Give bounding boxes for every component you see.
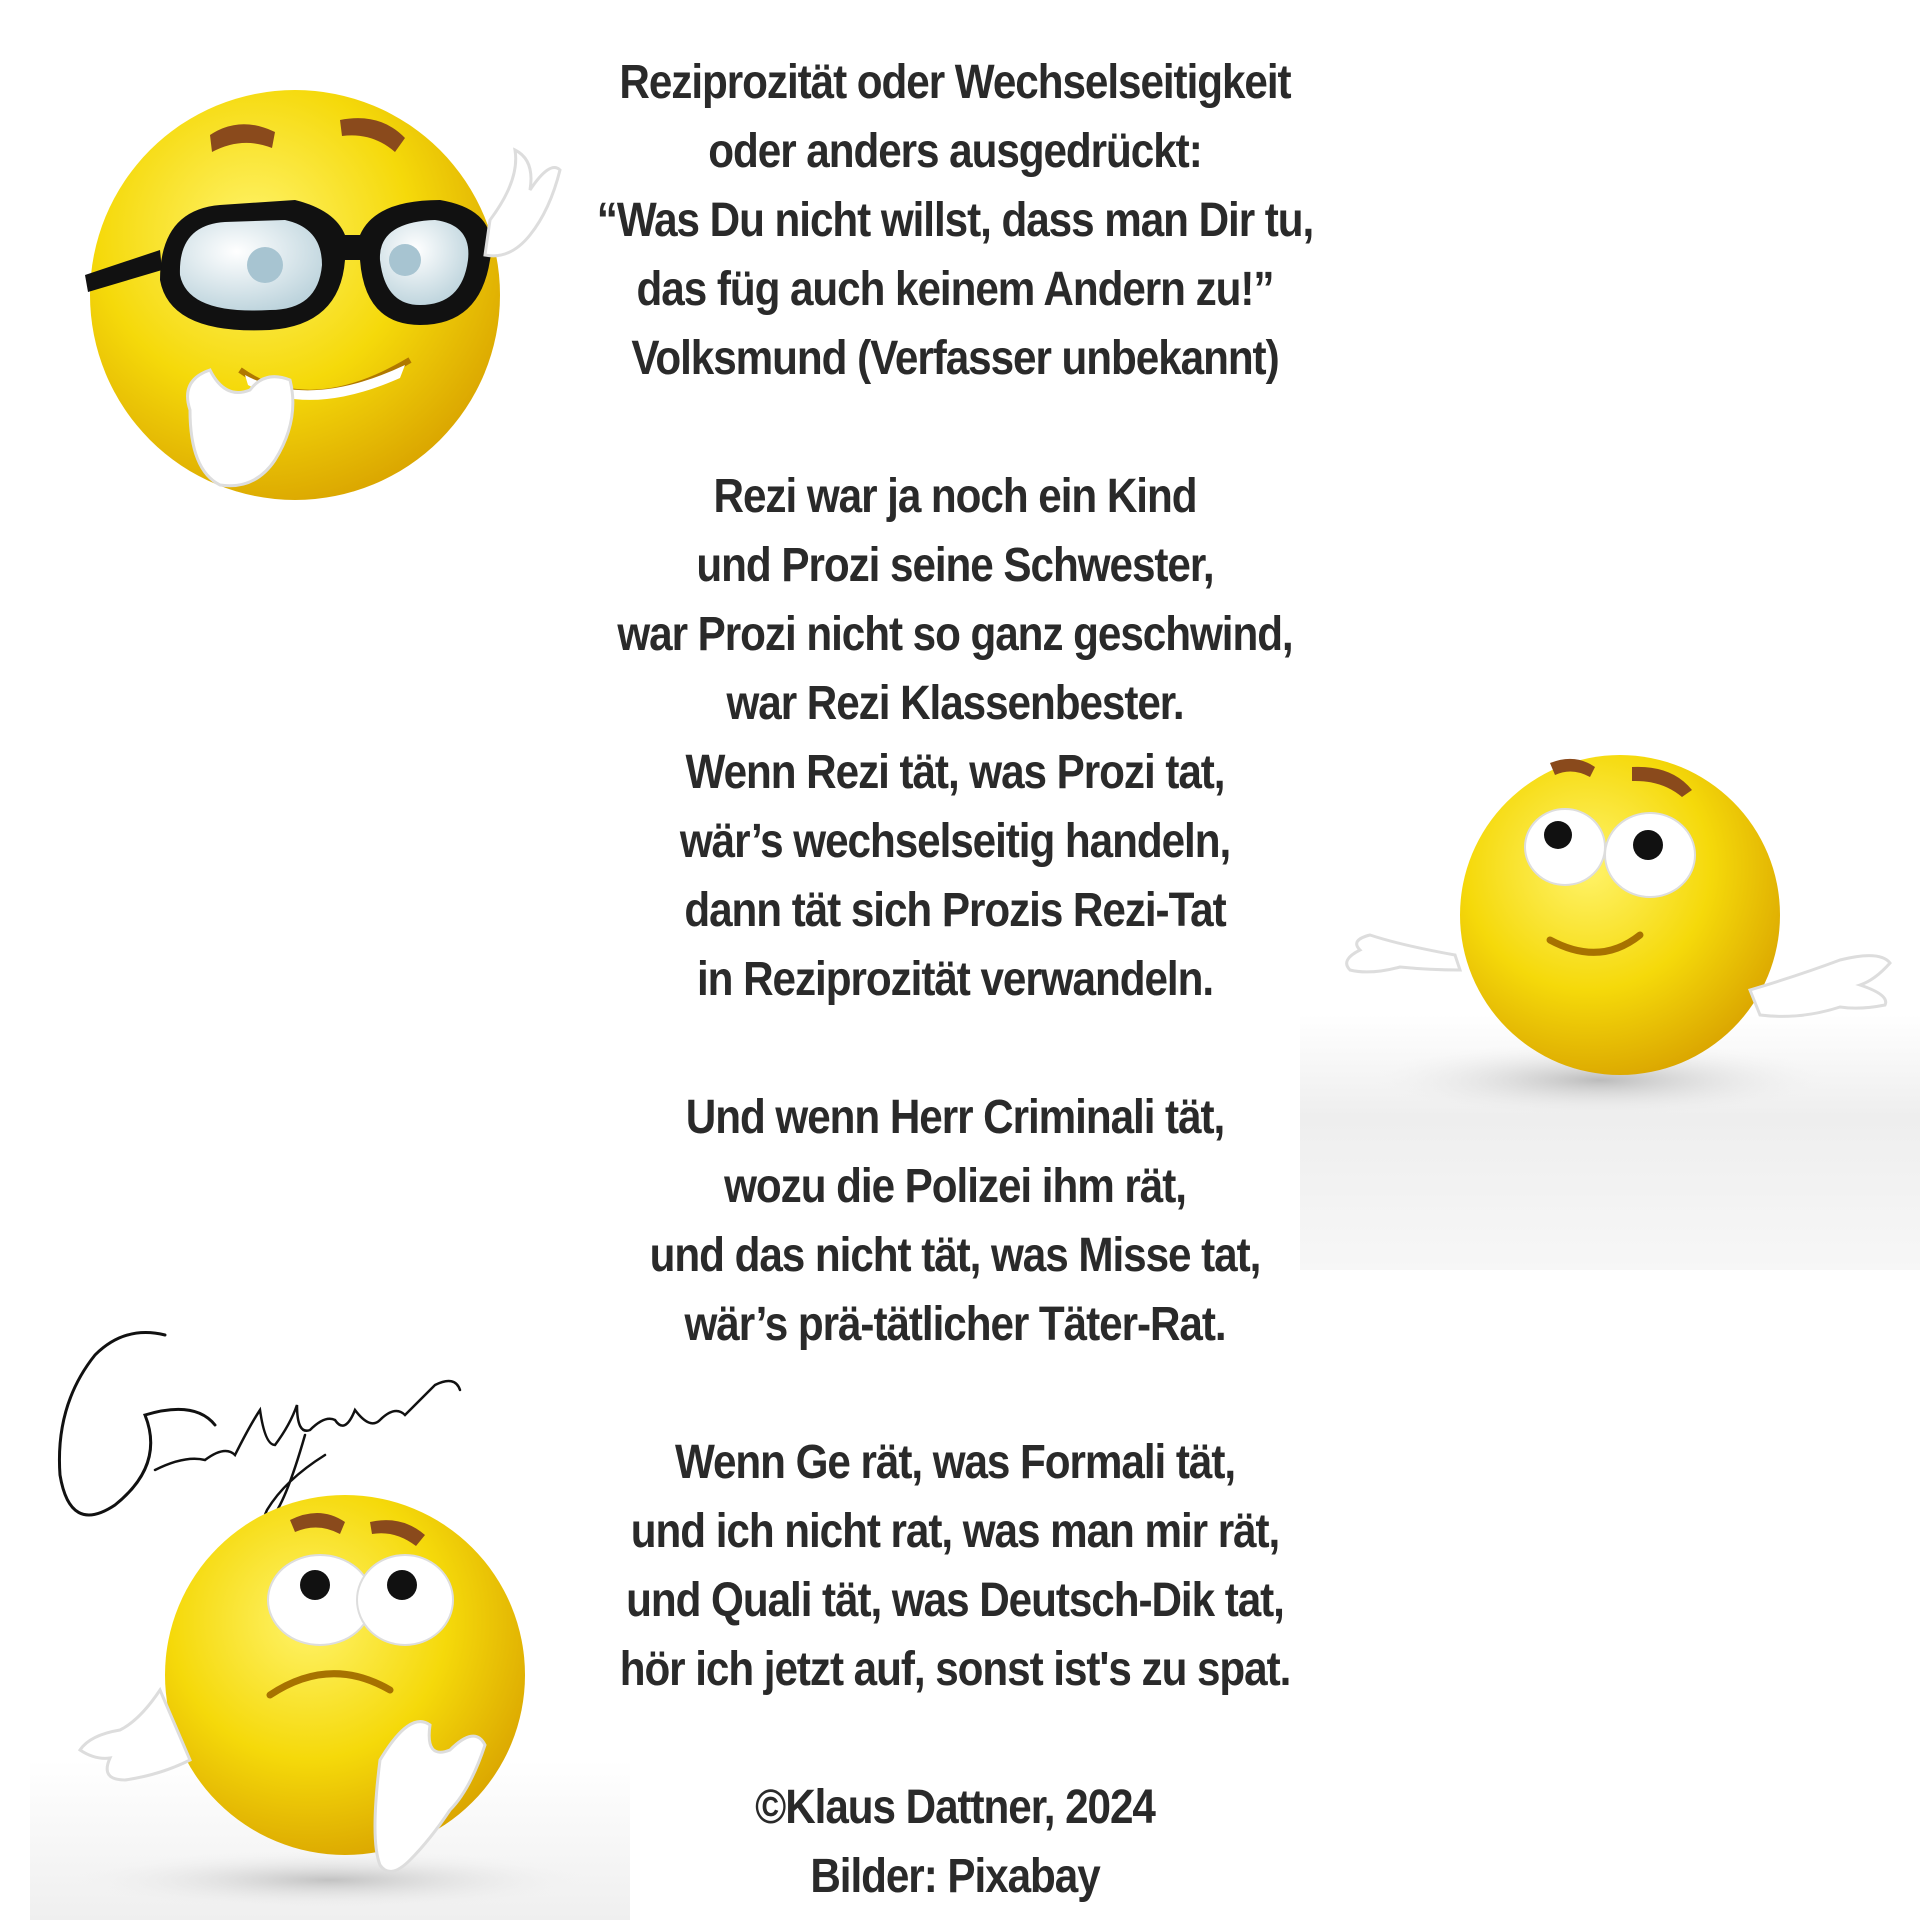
- stanza-gap: [545, 393, 1365, 462]
- header-line: “Was Du nicht willst, dass man Dir tu,: [596, 194, 1314, 247]
- shrugging-emoji-image: [1300, 735, 1920, 1270]
- confused-thinking-emoji-image: [30, 1460, 630, 1920]
- nerd-glasses-emoji-image: [60, 60, 580, 540]
- header-line: oder anders ausgedrückt:: [708, 125, 1202, 178]
- stanza-2: [545, 1083, 1365, 1359]
- verse-line: wozu die Polizei ihm rät,: [724, 1160, 1186, 1213]
- verse-line: war Prozi nicht so ganz geschwind,: [617, 608, 1293, 661]
- header-line: das füg auch keinem Andern zu!”: [636, 263, 1274, 316]
- stanza-gap: [545, 1704, 1365, 1773]
- verse-line: und Quali tät, was Deutsch-Dik tat,: [626, 1574, 1284, 1627]
- poem-header: [545, 48, 1365, 393]
- verse-line: Wenn Ge rät, was Formali tät,: [674, 1436, 1236, 1489]
- stanza-1: [545, 462, 1365, 1014]
- verse-line: war Rezi Klassenbester.: [726, 677, 1184, 730]
- verse-line: dann tät sich Prozis Rezi-Tat: [684, 884, 1226, 937]
- verse-line: Rezi war ja noch ein Kind: [713, 470, 1197, 523]
- header-line: Volksmund (Verfasser unbekannt): [631, 332, 1279, 385]
- stanza-gap: [545, 1359, 1365, 1428]
- credits: [545, 1773, 1365, 1911]
- header-line: Reziprozität oder Wechselseitigkeit: [619, 56, 1291, 109]
- verse-line: wär’s wechselseitig handeln,: [679, 815, 1231, 868]
- image-credit-line: Bilder: Pixabay: [810, 1850, 1100, 1903]
- verse-line: und ich nicht rat, was man mir rät,: [630, 1505, 1280, 1558]
- verse-line: in Reziprozität verwandeln.: [696, 953, 1214, 1006]
- verse-line: Wenn Rezi tät, was Prozi tat,: [685, 746, 1225, 799]
- stanza-gap: [545, 1014, 1365, 1083]
- verse-line: hör ich jetzt auf, sonst ist's zu spat.: [619, 1643, 1291, 1696]
- verse-line: wär’s prä-tätlicher Täter-Rat.: [684, 1298, 1226, 1351]
- verse-line: Und wenn Herr Criminali tät,: [685, 1091, 1225, 1144]
- copyright-line: ©Klaus Dattner, 2024: [755, 1781, 1155, 1834]
- stanza-3: [545, 1428, 1365, 1704]
- poem: [545, 48, 1365, 1911]
- verse-line: und das nicht tät, was Misse tat,: [649, 1229, 1261, 1282]
- verse-line: und Prozi seine Schwester,: [696, 539, 1214, 592]
